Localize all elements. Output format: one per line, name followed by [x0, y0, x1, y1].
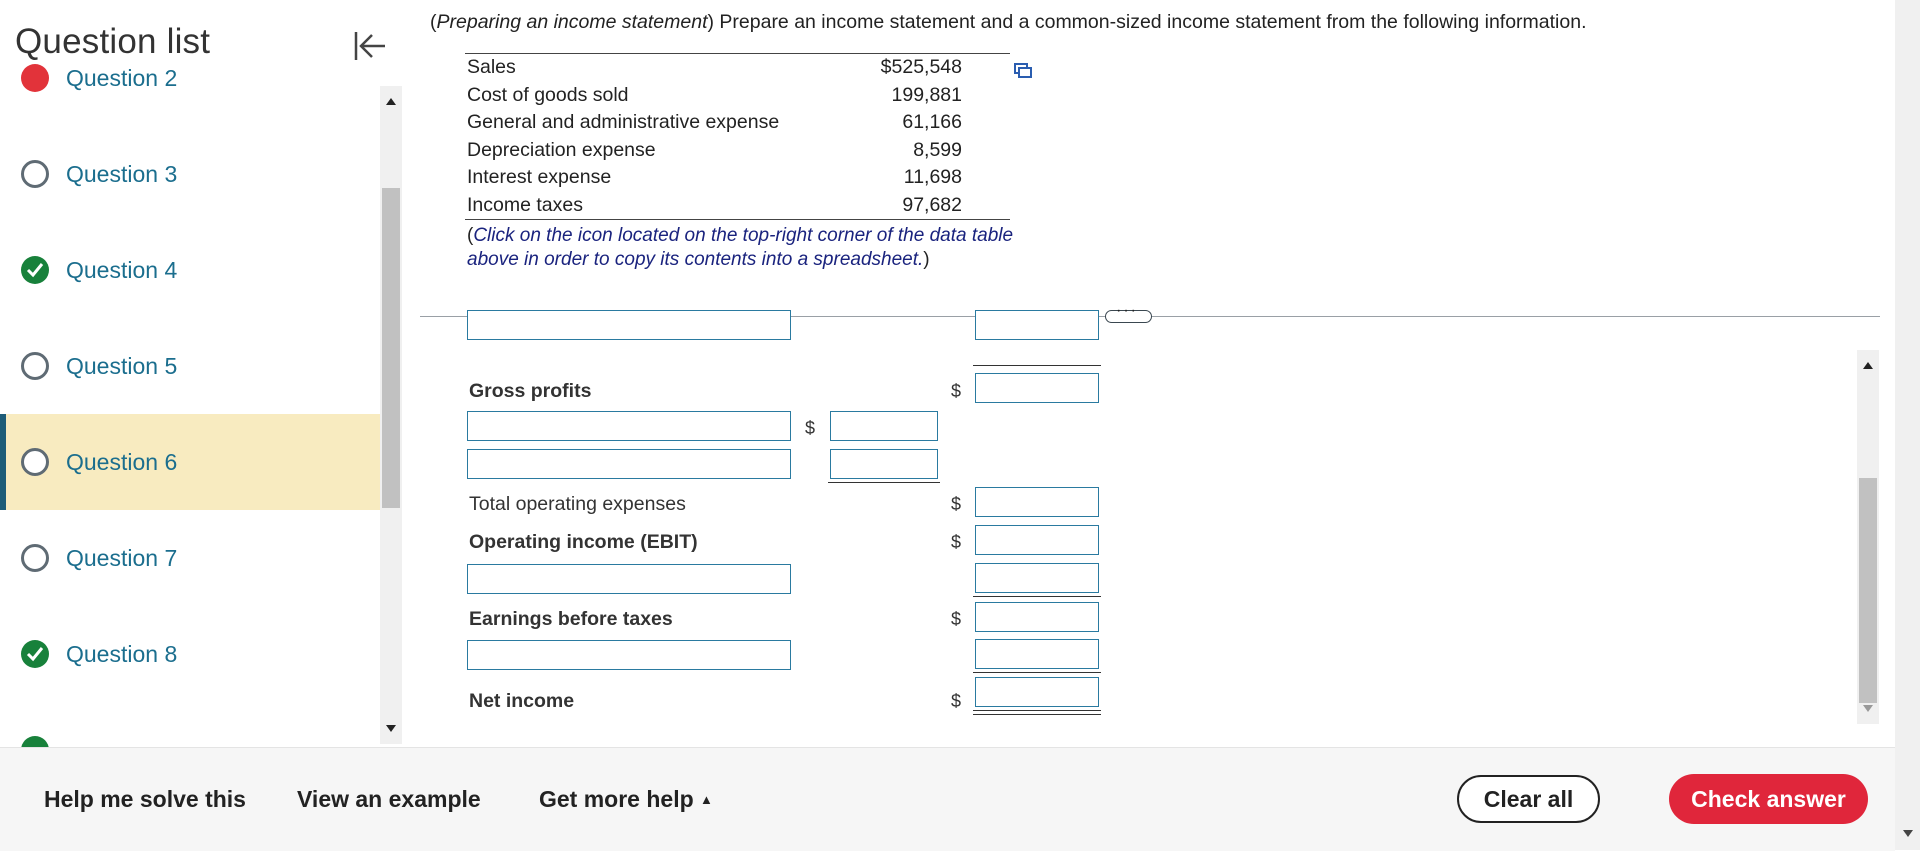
question-label: Question 7: [66, 545, 178, 571]
check-answer-button[interactable]: Check answer: [1669, 774, 1868, 824]
table-row: [465, 137, 1010, 165]
currency-symbol: $: [805, 418, 816, 438]
scrollbar-thumb[interactable]: [382, 188, 400, 508]
copy-table-icon[interactable]: [1014, 63, 1032, 84]
double-underline: [973, 710, 1101, 711]
question-label: Question 6: [66, 449, 178, 475]
gross-profits-input[interactable]: [975, 373, 1099, 403]
table-value: 199,881: [891, 83, 962, 106]
table-row: [465, 82, 1010, 110]
table-item: Income taxes: [467, 193, 583, 216]
caret-up-icon: ▲: [700, 792, 713, 807]
question-label: Question 4: [66, 257, 178, 283]
incorrect-status-icon: [21, 64, 49, 92]
currency-symbol: $: [951, 532, 962, 552]
subtotal-underline: [828, 482, 940, 483]
table-value: $525,548: [880, 56, 962, 78]
bottom-action-bar: [0, 747, 1895, 851]
currency-symbol: $: [951, 691, 962, 711]
answer-form-scrollbar[interactable]: [1857, 350, 1879, 724]
currency-symbol: $: [951, 381, 962, 401]
table-item: Interest expense: [467, 166, 612, 188]
help-me-solve-this-link[interactable]: Help me solve this: [44, 786, 246, 812]
table-item: Depreciation expense: [467, 138, 656, 161]
double-underline: [973, 714, 1101, 715]
expand-section-button[interactable]: [1105, 302, 1152, 323]
line-item-input[interactable]: [467, 310, 791, 340]
table-item: Cost of goods sold: [467, 83, 629, 106]
operating-expense-amount-input[interactable]: [830, 411, 938, 441]
table-row: [465, 109, 1010, 137]
problem-topic: Preparing an income statement: [436, 11, 708, 33]
question-label: Question 3: [66, 161, 178, 187]
operating-expense-item-input[interactable]: [467, 449, 791, 479]
total-operating-expenses-input[interactable]: [975, 487, 1099, 517]
question-item-2[interactable]: [0, 30, 380, 126]
question-item-4[interactable]: [0, 222, 380, 318]
interest-item-input[interactable]: [467, 564, 791, 594]
question-list: [0, 30, 380, 798]
copy-instruction-note: (Click on the icon located on the top-right corner of the data table above in order to copy its contents into a spreadsheet.): [467, 225, 1014, 270]
total-underline: [973, 365, 1101, 366]
unanswered-status-icon: [21, 544, 49, 572]
scrollbar-thumb[interactable]: [1859, 478, 1877, 703]
unanswered-status-icon: [21, 448, 49, 476]
correct-check-icon: [21, 256, 49, 284]
answer-form: [405, 325, 1855, 745]
get-more-help-label: Get more help: [539, 786, 694, 812]
currency-symbol: $: [951, 609, 962, 629]
table-row: [465, 164, 1010, 192]
question-item-3[interactable]: [0, 126, 380, 222]
question-item-8[interactable]: [0, 606, 380, 702]
total-underline: [973, 596, 1101, 597]
currency-symbol: $: [951, 494, 962, 514]
page-scrollbar[interactable]: [1895, 0, 1920, 850]
taxes-item-input[interactable]: [467, 640, 791, 670]
correct-check-icon: [21, 640, 49, 668]
table-value: 97,682: [902, 193, 962, 216]
table-row: [465, 192, 1010, 220]
interest-amount-input[interactable]: [975, 563, 1099, 593]
scroll-down-icon[interactable]: [386, 725, 396, 732]
get-more-help-menu[interactable]: [539, 786, 713, 813]
question-label: Question 2: [66, 65, 178, 91]
earnings-before-taxes-input[interactable]: [975, 602, 1099, 632]
table-value: 61,166: [902, 111, 962, 133]
view-an-example-link[interactable]: View an example: [297, 786, 481, 812]
question-item-7[interactable]: [0, 510, 380, 606]
table-item: Sales: [467, 56, 516, 78]
note-text: Click on the icon located on the top-right corner of the data table above in order to copy its contents into a spreadsheet.: [467, 225, 1014, 270]
scroll-down-icon[interactable]: [1903, 830, 1913, 837]
gross-profits-label: Gross profits: [469, 380, 592, 402]
question-item-5[interactable]: [0, 318, 380, 414]
question-item-6[interactable]: [0, 414, 380, 510]
question-label: Question 5: [66, 353, 178, 379]
net-income-input[interactable]: [975, 677, 1099, 707]
scroll-down-icon[interactable]: [1863, 705, 1873, 712]
taxes-amount-input[interactable]: [975, 639, 1099, 669]
operating-expense-amount-input[interactable]: [830, 449, 938, 479]
question-list-title: Question list: [15, 22, 211, 61]
earnings-before-taxes-label: Earnings before taxes: [469, 608, 673, 630]
clear-all-button[interactable]: Clear all: [1457, 775, 1600, 823]
table-value: 8,599: [913, 138, 962, 161]
total-operating-expenses-label: Total operating expenses: [469, 493, 686, 515]
question-list-viewport: [0, 65, 380, 744]
problem-instruction: Prepare an income statement and a common-sized income statement from the following information.: [719, 11, 1587, 33]
unanswered-status-icon: [21, 352, 49, 380]
ellipsis-icon: ···: [1116, 302, 1138, 319]
question-label: Question 8: [66, 641, 178, 667]
net-income-label: Net income: [469, 690, 575, 712]
table-item: General and administrative expense: [467, 111, 780, 133]
problem-prompt: (Preparing an income statement) Prepare an income statement and a common-sized income statement from the following information.: [430, 11, 1587, 33]
scroll-up-icon[interactable]: [386, 98, 396, 105]
scroll-up-icon[interactable]: [1863, 362, 1873, 369]
total-underline: [973, 672, 1101, 673]
table-value: 11,698: [903, 166, 962, 188]
table-row: [465, 54, 1010, 82]
question-list-panel: [0, 0, 405, 747]
operating-income-label: Operating income (EBIT): [469, 531, 698, 553]
operating-income-input[interactable]: [975, 525, 1099, 555]
amount-input[interactable]: [975, 310, 1099, 340]
operating-expense-item-input[interactable]: [467, 411, 791, 441]
given-data-table: [465, 53, 1010, 220]
question-list-scrollbar[interactable]: [380, 86, 402, 744]
unanswered-status-icon: [21, 160, 49, 188]
